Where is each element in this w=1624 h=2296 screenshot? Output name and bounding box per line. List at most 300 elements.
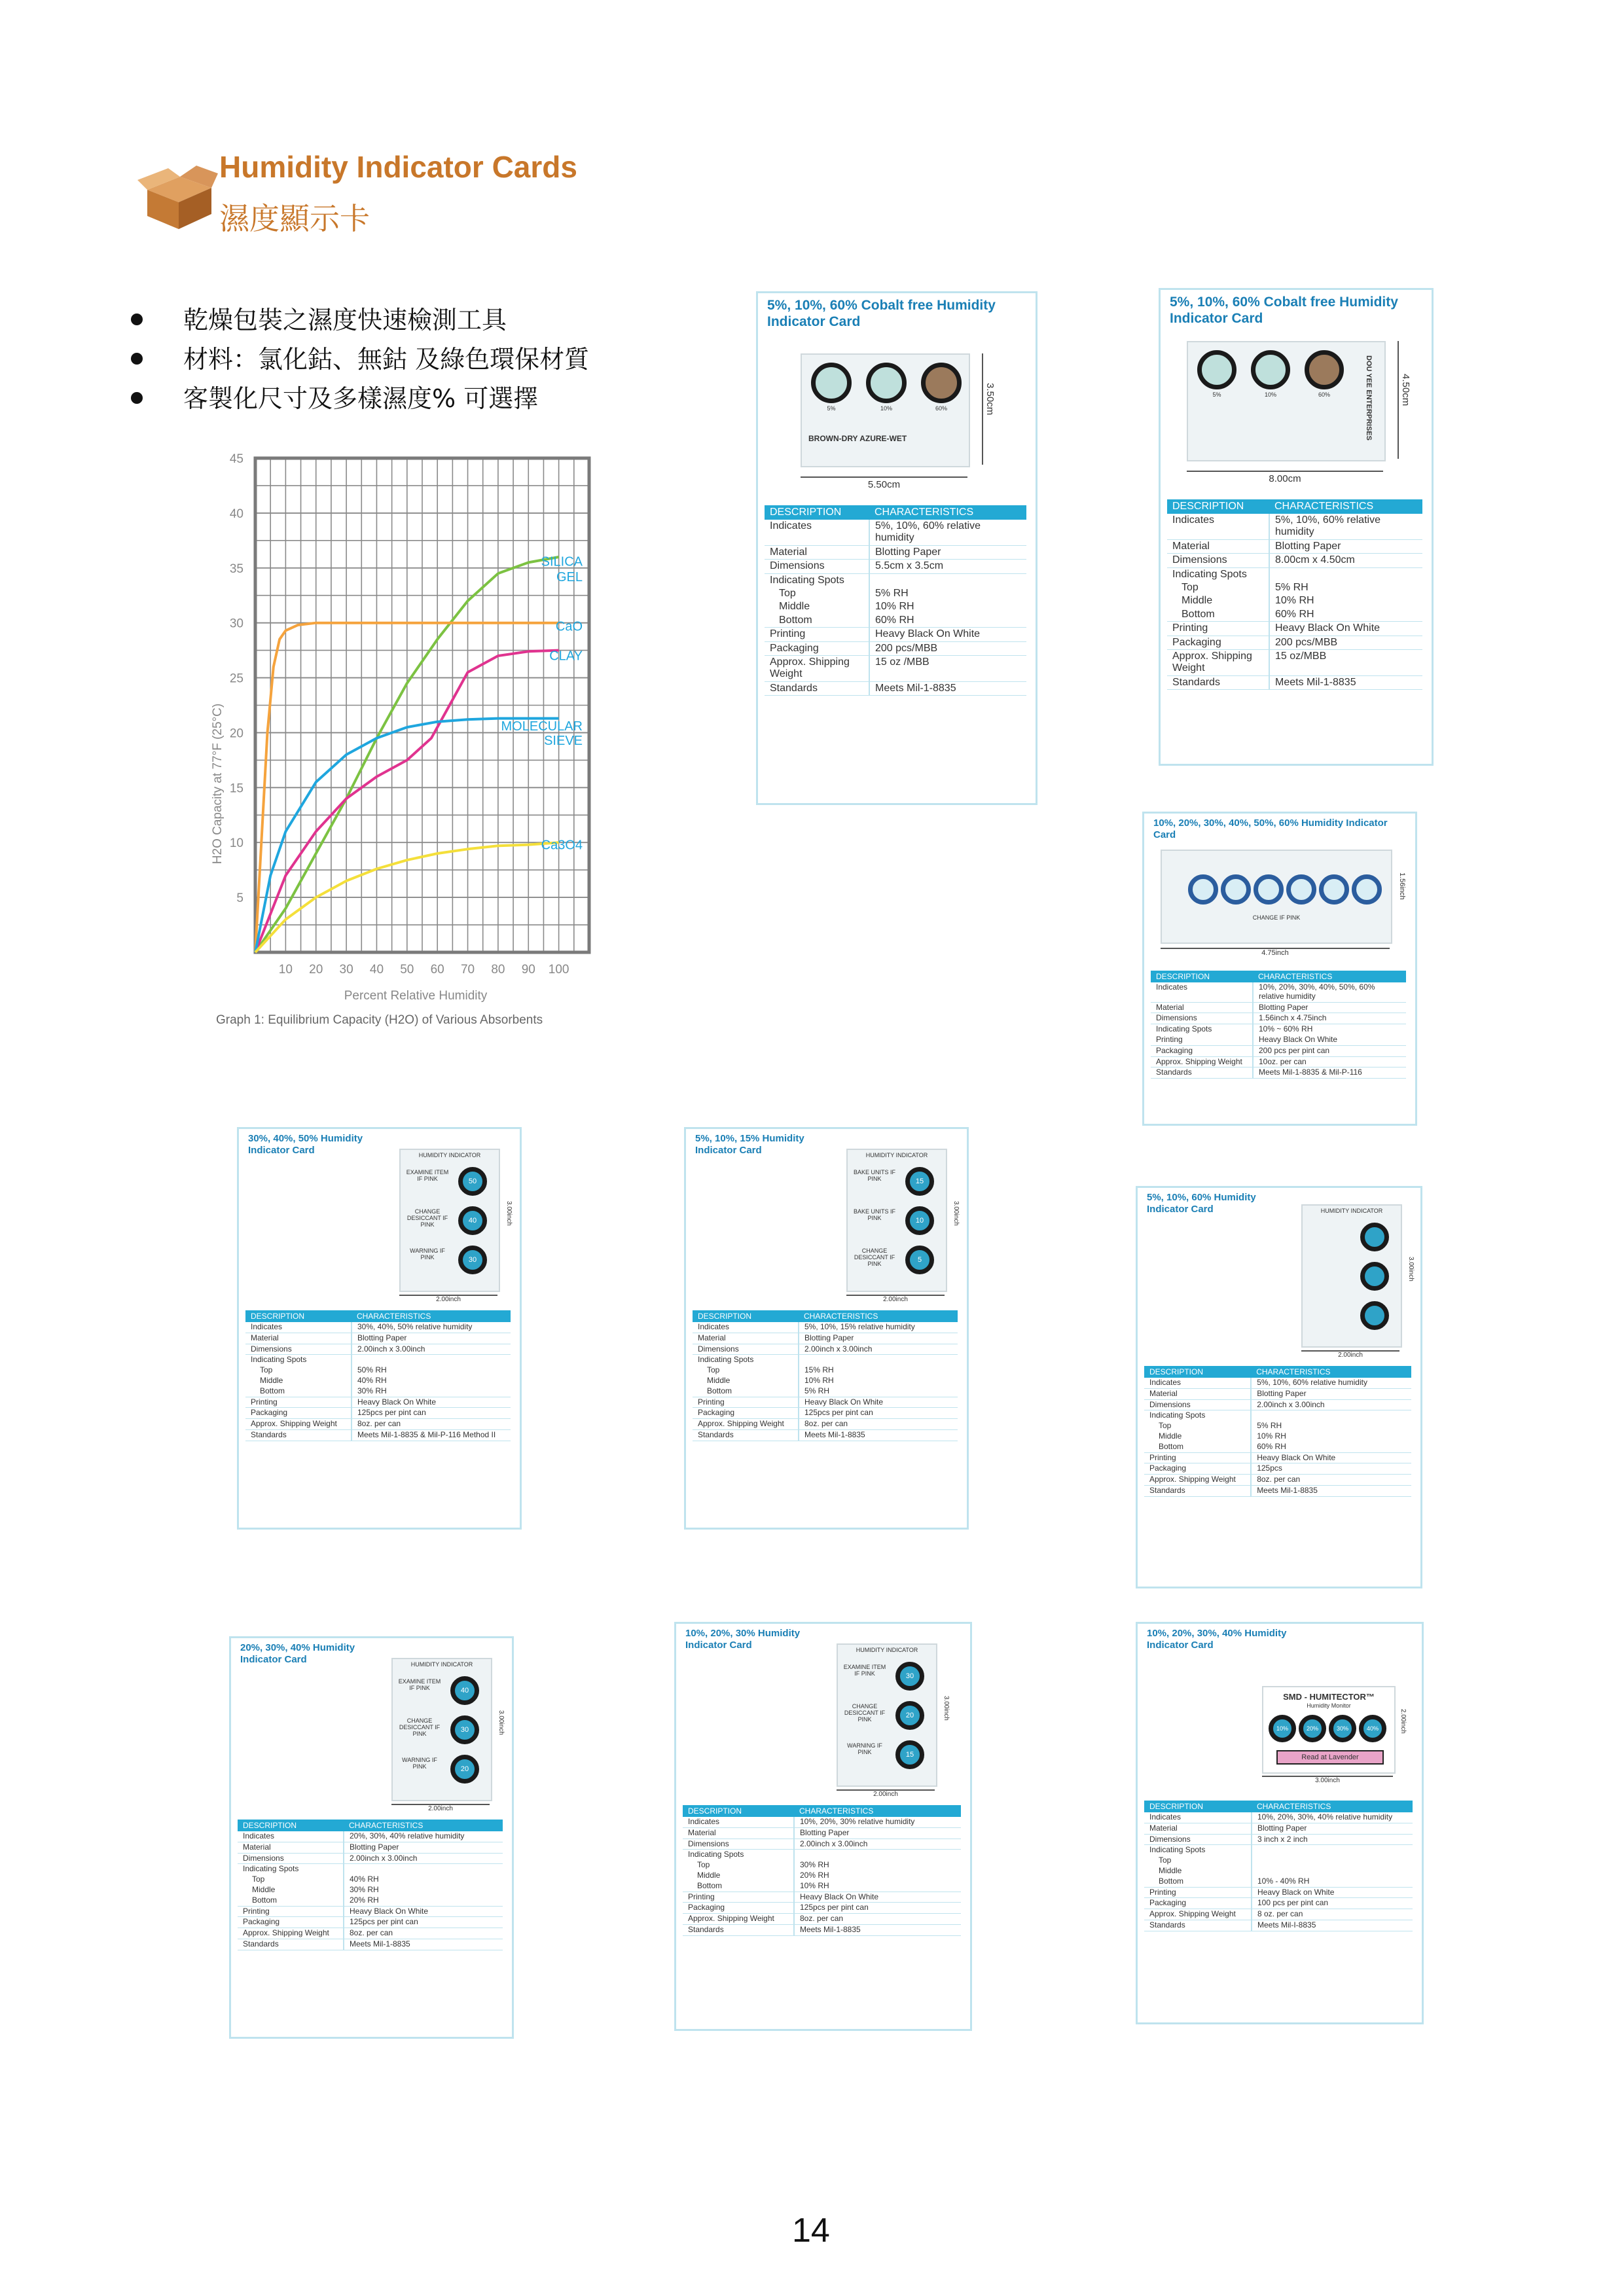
spec-value: Heavy Black On White (1251, 1452, 1411, 1463)
spec-row (238, 1842, 503, 1853)
spec-label: Bottom (245, 1386, 352, 1397)
char-header: CHARACTERISTICS (1252, 1801, 1413, 1812)
spec-value: 20%, 30%, 40% relative humidity (344, 1831, 503, 1842)
spec-value (352, 1355, 511, 1365)
indicator-card-image (391, 1658, 492, 1801)
spec-label: Top (1144, 1856, 1252, 1866)
spec-label: Middle (693, 1376, 799, 1386)
spec-table (1144, 1366, 1411, 1497)
spec-label: Approx. Shipping Weight (683, 1914, 794, 1925)
spot-label: 10% (880, 405, 892, 412)
spec-row (1144, 1920, 1413, 1931)
spot-text: EXAMINE ITEM IF PINK (843, 1664, 886, 1677)
card-title: 20%, 30%, 40% Humidity Indicator Card (240, 1642, 355, 1665)
spec-row (245, 1365, 511, 1376)
spec-label: Indicates (1144, 1378, 1251, 1388)
spec-row (1144, 1856, 1413, 1866)
spec-row (1167, 567, 1422, 581)
x-tick-label: 10 (278, 963, 293, 977)
indicator-spot-icon (458, 1206, 487, 1235)
spec-row (1167, 675, 1422, 689)
indicator-footer: Read at Lavender (1276, 1750, 1384, 1765)
spot-value: 10 (915, 1217, 924, 1225)
dimension-height: 1.56inch (1398, 872, 1406, 900)
spec-row (245, 1397, 511, 1408)
spec-label: Dimensions (1144, 1834, 1252, 1845)
spec-label: Printing (683, 1892, 794, 1903)
spot-text: CHANGE DESICCANT IF PINK (399, 1717, 441, 1737)
spec-row (1144, 1399, 1411, 1410)
spec-value: 10% RH (794, 1881, 961, 1892)
spec-value: 10oz. per can (1253, 1056, 1406, 1067)
spec-value: 200 pcs/MBB (1269, 636, 1422, 649)
indicator-spot-icon (1197, 350, 1236, 389)
spec-row (1151, 1056, 1406, 1067)
spec-value: 60% RH (1269, 608, 1422, 622)
spec-row (245, 1408, 511, 1419)
y-tick-label: 15 (229, 781, 244, 796)
spec-row (1167, 608, 1422, 622)
spec-label: Dimensions (1151, 1013, 1253, 1024)
humidity-card (756, 291, 1038, 805)
spec-label: Indicates (1167, 514, 1269, 539)
spec-row (238, 1831, 503, 1842)
spot-value: 30 (460, 1726, 469, 1734)
spec-label: Material (683, 1827, 794, 1839)
spec-row (1144, 1452, 1411, 1463)
spec-value: 5%, 10%, 60% relative humidity (1269, 514, 1422, 539)
card-title: 5%, 10%, 60% Cobalt free Humidity Indicator Card (767, 298, 996, 330)
spec-row (1144, 1866, 1413, 1876)
spec-value: 10%, 20%, 30% relative humidity (794, 1817, 961, 1827)
card-title: 10%, 20%, 30%, 40% Humidity Indicator Card (1147, 1628, 1287, 1651)
indicator-header: HUMIDITY INDICATOR (418, 1152, 481, 1158)
spec-value (799, 1355, 958, 1365)
dimension-width: 2.00inch (428, 1805, 453, 1812)
spec-table (1144, 1801, 1413, 1931)
spec-value: Blotting Paper (352, 1333, 511, 1344)
spot-value: 40 (460, 1687, 469, 1695)
spec-value: 5%, 10%, 15% relative humidity (799, 1322, 958, 1333)
spec-table (1151, 971, 1406, 1079)
spec-row (1167, 539, 1422, 553)
spec-value: 30% RH (352, 1386, 511, 1397)
indicator-card-image (399, 1149, 500, 1292)
humidity-card (1159, 288, 1434, 766)
spec-value: Blotting Paper (1253, 1002, 1406, 1013)
spec-row (1151, 1035, 1406, 1045)
spec-value: 5% RH (875, 587, 909, 599)
spec-value: Meets Mil-1-8835 (869, 681, 1026, 695)
spec-value: Meets Mil-1-8835 & Mil-P-116 (1253, 1067, 1406, 1079)
spec-label: Printing (765, 628, 869, 641)
dimension-height: 3.00inch (1407, 1257, 1415, 1282)
spec-header-row (1144, 1801, 1413, 1812)
indicator-card-image (1161, 850, 1392, 944)
spot-text: BAKE UNITS IF PINK (853, 1169, 895, 1182)
dimension-width: 2.00inch (436, 1296, 461, 1303)
spec-row (238, 1939, 503, 1950)
spec-label: Printing (1144, 1452, 1251, 1463)
spec-value: 10%, 20%, 30%, 40%, 50%, 60% relative humidity (1253, 982, 1406, 1002)
spec-label: Standards (1151, 1067, 1253, 1079)
desc-header: DESCRIPTION (245, 1310, 352, 1322)
spec-row (765, 600, 1026, 613)
spec-row (1144, 1845, 1413, 1856)
spec-value: 10%, 20%, 30%, 40% relative humidity (1252, 1812, 1413, 1823)
spec-value: 10% RH (1275, 595, 1314, 607)
dimension-width: 4.75inch (1261, 949, 1289, 957)
spec-label: Material (1144, 1388, 1251, 1399)
spot-label: 5% (1212, 391, 1221, 398)
spec-label: Bottom (693, 1386, 799, 1397)
indicator-spot-icon (1360, 1262, 1389, 1291)
spec-label: Standards (245, 1429, 352, 1441)
spec-label: Standards (1144, 1920, 1252, 1931)
indicator-spot-icon (1329, 1715, 1356, 1742)
indicator-header: HUMIDITY INDICATOR (856, 1647, 918, 1653)
spec-header-row (1144, 1366, 1411, 1378)
spec-label: Packaging (693, 1408, 799, 1419)
spec-label: Middle (1144, 1866, 1252, 1876)
indicator-spot-icon (1360, 1301, 1389, 1330)
spec-value: 8oz. per can (1251, 1475, 1411, 1486)
indicator-spot-icon (1254, 874, 1284, 905)
spec-row (683, 1892, 961, 1903)
spec-row (1144, 1431, 1411, 1442)
dimension-height: 3.00inch (505, 1201, 513, 1226)
spec-value (1252, 1845, 1413, 1856)
indicator-spot-icon (905, 1246, 934, 1274)
spec-row (693, 1365, 958, 1376)
spec-row (1144, 1876, 1413, 1887)
card-title: 5%, 10%, 60% Humidity Indicator Card (1147, 1192, 1256, 1215)
spec-row (693, 1408, 958, 1419)
indicator-spot-icon (1286, 874, 1316, 905)
spec-label: Indicates (693, 1322, 799, 1333)
spec-row (1151, 1067, 1406, 1079)
spec-row (1144, 1388, 1411, 1399)
spec-value: 2.00inch x 3.00inch (794, 1839, 961, 1850)
x-tick-label: 70 (460, 963, 475, 977)
spec-value: 200 pcs/MBB (869, 641, 1026, 655)
spec-label: Material (238, 1842, 344, 1853)
spec-value: 20% RH (344, 1895, 503, 1906)
x-tick-label: 100 (548, 963, 569, 977)
spec-header-row (238, 1820, 503, 1831)
indicator-spot-icon (450, 1676, 479, 1705)
dimension-line (1187, 471, 1383, 472)
spec-row (765, 573, 1026, 587)
spec-row (1151, 1002, 1406, 1013)
spec-value: Meets Mil-I-8835 (1252, 1920, 1413, 1931)
humidity-card (1136, 1186, 1422, 1588)
spec-row (1151, 1024, 1406, 1035)
spec-label: Middle (683, 1871, 794, 1881)
indicator-card-image (801, 353, 970, 467)
spec-label: Printing (693, 1397, 799, 1408)
indicator-spot-icon (450, 1755, 479, 1784)
spec-value: Heavy Black On White (869, 628, 1026, 641)
spec-label: Top (238, 1874, 344, 1885)
spec-row (1144, 1812, 1413, 1823)
spec-row (1144, 1410, 1411, 1421)
spec-label: Dimensions (693, 1344, 799, 1355)
spec-label: Approx. Shipping Weight (245, 1419, 352, 1430)
card-title: 10%, 20%, 30%, 40%, 50%, 60% Humidity Indicator Card (1153, 817, 1388, 840)
spec-row (245, 1344, 511, 1355)
spec-value: 40% RH (357, 1375, 387, 1385)
page-number: 14 (792, 2212, 830, 2250)
spec-row (1144, 1475, 1411, 1486)
spec-row (238, 1885, 503, 1895)
y-tick-label: 5 (236, 891, 244, 906)
spec-label: Bottom (765, 614, 869, 628)
indicator-spot-icon (1251, 350, 1290, 389)
desc-header: DESCRIPTION (1151, 971, 1253, 982)
spec-label: Indicating Spots (238, 1864, 344, 1874)
spec-label: Packaging (765, 641, 869, 655)
desc-header: DESCRIPTION (1167, 499, 1269, 514)
indicator-spot-icon (895, 1740, 924, 1769)
spec-label: Bottom (1144, 1442, 1251, 1452)
spec-value: 30% RH (350, 1884, 379, 1894)
spec-label: Printing (1151, 1035, 1253, 1045)
spot-value: 30 (905, 1672, 914, 1680)
spec-value: 100 pcs per pint can (1252, 1898, 1413, 1909)
spec-row (1167, 649, 1422, 675)
spec-label: Top (1167, 581, 1269, 594)
spec-label: Material (693, 1333, 799, 1344)
spec-row (1167, 636, 1422, 649)
spec-value: 15% RH (804, 1365, 834, 1375)
spec-value: Meets Mil-1-8835 (1269, 675, 1422, 689)
spec-row (683, 1924, 961, 1935)
spec-value: 125pcs per pint can (352, 1408, 511, 1419)
spec-label: Indicating Spots (1167, 567, 1269, 581)
spec-table (683, 1805, 961, 1936)
spec-value: 30%, 40%, 50% relative humidity (352, 1322, 511, 1333)
indicator-side-text: DOU YEE ENTERPRISES (1365, 355, 1373, 440)
spec-row (693, 1344, 958, 1355)
y-tick-label: 10 (229, 836, 244, 851)
indicator-spot-icon (1221, 874, 1251, 905)
spec-value: Meets Mil-1-8835 & Mil-P-116 Method II (352, 1429, 511, 1441)
char-header: CHARACTERISTICS (344, 1820, 503, 1831)
spec-label: Indicating Spots (1144, 1410, 1251, 1421)
spec-row (765, 614, 1026, 628)
spec-table (245, 1310, 511, 1441)
spec-value: Meets Mil-1-8835 (794, 1924, 961, 1935)
spec-value: 50% RH (357, 1365, 387, 1375)
spec-row (683, 1914, 961, 1925)
spec-header-row (245, 1310, 511, 1322)
spec-row (245, 1419, 511, 1430)
spot-value: 30% (1336, 1725, 1348, 1732)
indicator-card-image (846, 1149, 947, 1292)
spec-label: Approx. Shipping Weight (693, 1419, 799, 1430)
spec-label: Material (245, 1333, 352, 1344)
spec-value: 15 oz /MBB (869, 655, 1026, 681)
dimension-height: 2.00inch (1399, 1709, 1407, 1734)
desc-header: DESCRIPTION (238, 1820, 344, 1831)
indicator-spot-icon (905, 1167, 934, 1196)
indicator-header: HUMIDITY INDICATOR (865, 1152, 928, 1158)
spec-label: Bottom (683, 1881, 794, 1892)
spec-value: Heavy Black on White (1252, 1887, 1413, 1898)
x-tick-label: 50 (400, 963, 414, 977)
dimension-width: 2.00inch (1338, 1352, 1363, 1359)
spec-row (1144, 1421, 1411, 1431)
x-tick-label: 30 (339, 963, 353, 977)
char-header: CHARACTERISTICS (1269, 499, 1422, 514)
spec-table (238, 1820, 503, 1950)
y-tick-label: 35 (229, 562, 244, 576)
spec-row (765, 587, 1026, 600)
spec-value (869, 573, 1026, 587)
spec-value (1251, 1410, 1411, 1421)
spot-text: BAKE UNITS IF PINK (853, 1208, 895, 1221)
y-tick-label: 45 (229, 452, 244, 466)
spec-label: Indicating Spots (683, 1850, 794, 1860)
spec-label: Top (683, 1860, 794, 1871)
spec-label: Approx. Shipping Weight (765, 655, 869, 681)
spec-header-row (683, 1805, 961, 1817)
spec-label: Packaging (1144, 1463, 1251, 1475)
indicator-header: SMD - HUMITECTOR™ (1283, 1692, 1375, 1702)
spot-value: 15 (905, 1751, 914, 1759)
bullet-item (131, 378, 538, 414)
spec-row (238, 1917, 503, 1928)
spot-text: WARNING IF PINK (402, 1757, 437, 1770)
spec-row (245, 1333, 511, 1344)
spec-label: Middle (238, 1885, 344, 1895)
spec-value: 125pcs per pint can (344, 1917, 503, 1928)
char-header: CHARACTERISTICS (352, 1310, 511, 1322)
series-label: MOLECULAR (501, 719, 583, 734)
bullet-item (131, 339, 589, 375)
desc-header: DESCRIPTION (683, 1805, 794, 1817)
spec-row (683, 1827, 961, 1839)
page-title-en: Humidity Indicator Cards (219, 150, 577, 184)
spec-row (693, 1429, 958, 1441)
char-header: CHARACTERISTICS (799, 1310, 958, 1322)
spec-value: 8oz. per can (794, 1914, 961, 1925)
indicator-card-image (1187, 341, 1386, 461)
spec-value: 2.00inch x 3.00inch (352, 1344, 511, 1355)
spec-value: 8oz. per can (799, 1419, 958, 1430)
bullet-text: 客製化尺寸及多樣濕度% 可選擇 (183, 384, 539, 413)
bullet-dot-icon (131, 353, 143, 365)
spec-value: Meets Mil-1-8835 (1251, 1485, 1411, 1496)
spec-label: Packaging (238, 1917, 344, 1928)
spec-value: Heavy Black On White (1269, 622, 1422, 636)
spec-value: 3 inch x 2 inch (1252, 1834, 1413, 1845)
spec-value: 40% RH (350, 1874, 379, 1884)
char-header: CHARACTERISTICS (869, 505, 1026, 520)
spot-text: CHANGE DESICCANT IF PINK (406, 1208, 448, 1228)
spot-value: 5 (917, 1256, 922, 1264)
spec-value: 15 oz/MBB (1269, 649, 1422, 675)
spec-row (238, 1853, 503, 1864)
card-title: 10%, 20%, 30% Humidity Indicator Card (685, 1628, 801, 1651)
spec-label: Approx. Shipping Weight (1144, 1475, 1251, 1486)
spec-label: Printing (1167, 622, 1269, 636)
spec-label: Middle (1144, 1431, 1251, 1442)
x-tick-label: 20 (309, 963, 323, 977)
spec-label: Indicates (1144, 1812, 1252, 1823)
spec-value: Blotting Paper (794, 1827, 961, 1839)
spec-header-row (693, 1310, 958, 1322)
spec-value: 5.5cm x 3.5cm (869, 560, 1026, 573)
spec-row (245, 1429, 511, 1441)
spec-value: Blotting Paper (799, 1333, 958, 1344)
spot-text: WARNING IF PINK (410, 1247, 445, 1261)
spec-label: Indicating Spots (1144, 1845, 1252, 1856)
spec-label: Indicates (683, 1817, 794, 1827)
spec-label: Dimensions (238, 1853, 344, 1864)
spec-value: 5% RH (1257, 1421, 1282, 1431)
spec-row (683, 1903, 961, 1914)
indicator-card-image (1262, 1686, 1396, 1774)
spec-value: Blotting Paper (1269, 539, 1422, 553)
spec-label: Material (1151, 1002, 1253, 1013)
series-label: SILICA (541, 554, 583, 569)
spot-label: 10% (1264, 391, 1276, 398)
spec-value: 125pcs (1251, 1463, 1411, 1475)
spot-value: 15 (915, 1177, 924, 1185)
spec-value: 10% RH (1257, 1431, 1286, 1441)
spec-label: Top (693, 1365, 799, 1376)
y-tick-label: 25 (229, 672, 244, 686)
spec-label: Standards (683, 1924, 794, 1935)
spec-row (245, 1376, 511, 1386)
desc-header: DESCRIPTION (1144, 1366, 1251, 1378)
spec-row (693, 1376, 958, 1386)
indicator-spot-icon (458, 1246, 487, 1274)
spot-value: 40 (468, 1217, 477, 1225)
spec-row (238, 1928, 503, 1939)
spot-value: 30 (468, 1256, 477, 1264)
spec-label: Packaging (1144, 1898, 1252, 1909)
card-title: 5%, 10%, 60% Cobalt free Humidity Indicator Card (1170, 295, 1398, 327)
spec-value: 5%, 10%, 60% relative humidity (869, 520, 1026, 545)
dimension-height: 3.00inch (943, 1696, 950, 1721)
spot-label: 60% (935, 405, 947, 412)
spec-label: Top (245, 1365, 352, 1376)
spec-value: 60% RH (1251, 1442, 1411, 1452)
spec-row (1167, 554, 1422, 567)
spec-row (765, 641, 1026, 655)
spec-value: 30% RH (800, 1860, 829, 1870)
spec-value (1252, 1856, 1413, 1866)
spec-label: Bottom (238, 1895, 344, 1906)
spec-value: Heavy Black On White (794, 1892, 961, 1903)
spec-label: Printing (245, 1397, 352, 1408)
series-label: CLAY (549, 649, 583, 664)
spec-row (1151, 1045, 1406, 1056)
series-label: SIEVE (544, 733, 583, 748)
spec-label: Middle (245, 1376, 352, 1386)
spot-value: 20 (905, 1712, 914, 1719)
spec-value: 5% RH (799, 1386, 958, 1397)
spec-row (765, 545, 1026, 559)
spec-label: Indicating Spots (693, 1355, 799, 1365)
spec-label: Indicates (245, 1322, 352, 1333)
indicator-spot-icon (866, 363, 907, 403)
indicator-spot-icon (458, 1167, 487, 1196)
spot-text: CHANGE DESICCANT IF PINK (844, 1703, 886, 1723)
